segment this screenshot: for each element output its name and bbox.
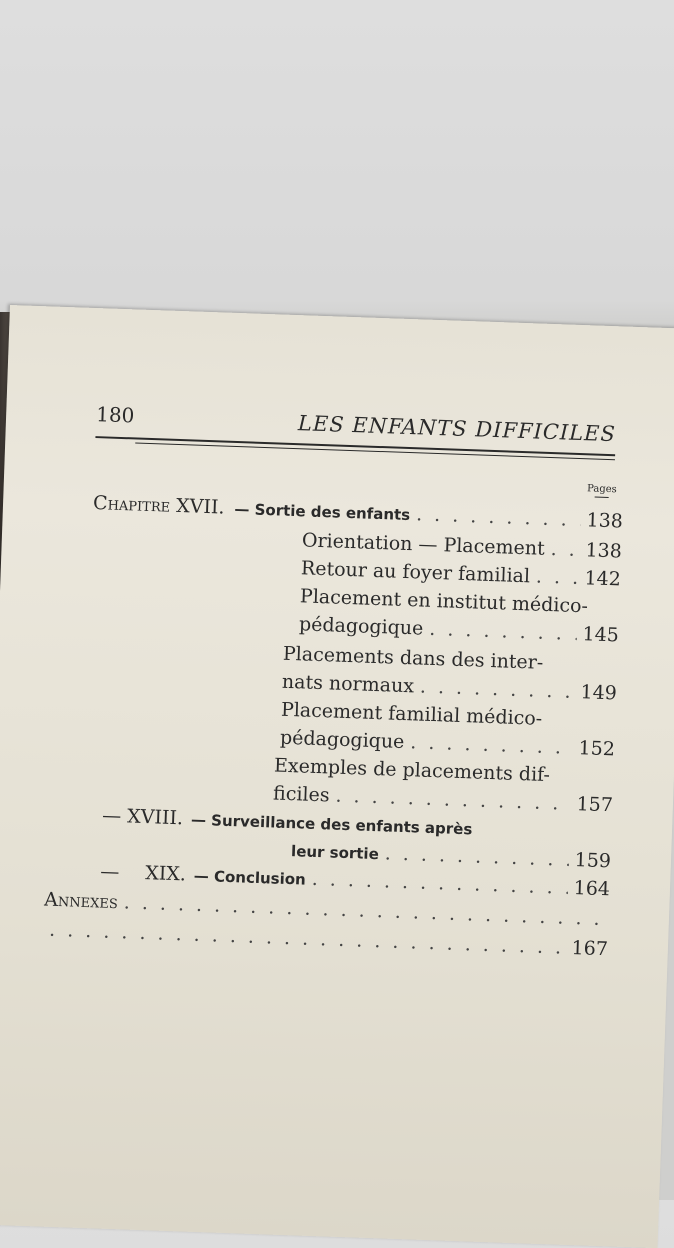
toc-entry-title-line1: Exemples de placements dif-	[273, 754, 551, 787]
toc-entry	[301, 557, 622, 590]
toc-entry-title: nats normaux	[281, 670, 415, 698]
toc-entry-line1	[300, 585, 621, 618]
toc-entry-page: 149	[580, 681, 618, 705]
toc-entry-chapter-18	[291, 839, 612, 872]
toc-entry-title-line1: — Surveillance des enfants après	[190, 810, 473, 839]
page-number: 180	[95, 402, 135, 428]
toc-entry-title-line1: Placements dans des inter-	[282, 642, 544, 674]
leader-dots	[536, 566, 579, 589]
toc-entry-line1	[274, 755, 615, 789]
toc-entry-prefix: Annexes	[43, 888, 119, 914]
toc-entry-page: 167	[571, 936, 609, 961]
pages-column-label: Pages	[582, 483, 622, 498]
toc-entry-title-line1: Placement familial médico-	[280, 698, 543, 730]
toc-entry-prefix: Chapitre XVII.	[92, 492, 225, 519]
toc-entry-page: 142	[584, 567, 622, 591]
leader-dots	[335, 785, 571, 815]
toc-entry-prefix: — XVIII.	[101, 804, 184, 830]
leader-dots	[410, 731, 573, 759]
leader-dots	[416, 503, 581, 531]
toc-entry-title: — Conclusion	[193, 866, 307, 889]
book-page	[0, 305, 674, 1248]
leader-dots	[384, 842, 569, 870]
toc-entry-line1	[281, 699, 617, 733]
toc-entry	[299, 613, 620, 646]
running-header	[95, 400, 616, 456]
toc-entry-title: ficiles	[272, 782, 330, 807]
leader-dots	[311, 868, 568, 899]
toc-entry-page: 157	[576, 793, 614, 817]
toc-entry-page: 145	[582, 623, 620, 647]
toc-entry-page: 138	[586, 509, 624, 533]
toc-entry-title: pédagogique	[279, 726, 405, 754]
toc-entry-prefix: — XIX.	[99, 860, 187, 886]
toc-entry-chapter-17	[93, 492, 623, 532]
toc-entry	[302, 529, 623, 562]
toc-entry-title: pédagogique	[298, 613, 424, 640]
toc-entry-title: leur sortie	[290, 842, 380, 864]
toc-entry-page: 164	[573, 877, 611, 901]
toc-entry-title: Orientation — Placement	[301, 529, 546, 560]
toc-entry-page: 159	[574, 849, 612, 873]
leader-dots	[420, 676, 575, 703]
toc-entry	[280, 727, 616, 761]
toc-entry-page: 138	[585, 539, 623, 563]
toc-entry-title: — Sortie des enfants	[234, 499, 411, 525]
leader-dots	[429, 618, 577, 645]
leader-dots	[550, 538, 580, 561]
toc-entry-page: 152	[578, 737, 616, 761]
running-title: LES ENFANTS DIFFICILES	[297, 411, 617, 447]
toc-entry	[282, 671, 618, 705]
toc-entry	[273, 782, 614, 816]
toc-entry-title-line1: Placement en institut médico-	[299, 585, 589, 618]
toc-entry-title: Retour au foyer familial	[300, 557, 531, 588]
toc-entry-line1	[283, 643, 619, 677]
